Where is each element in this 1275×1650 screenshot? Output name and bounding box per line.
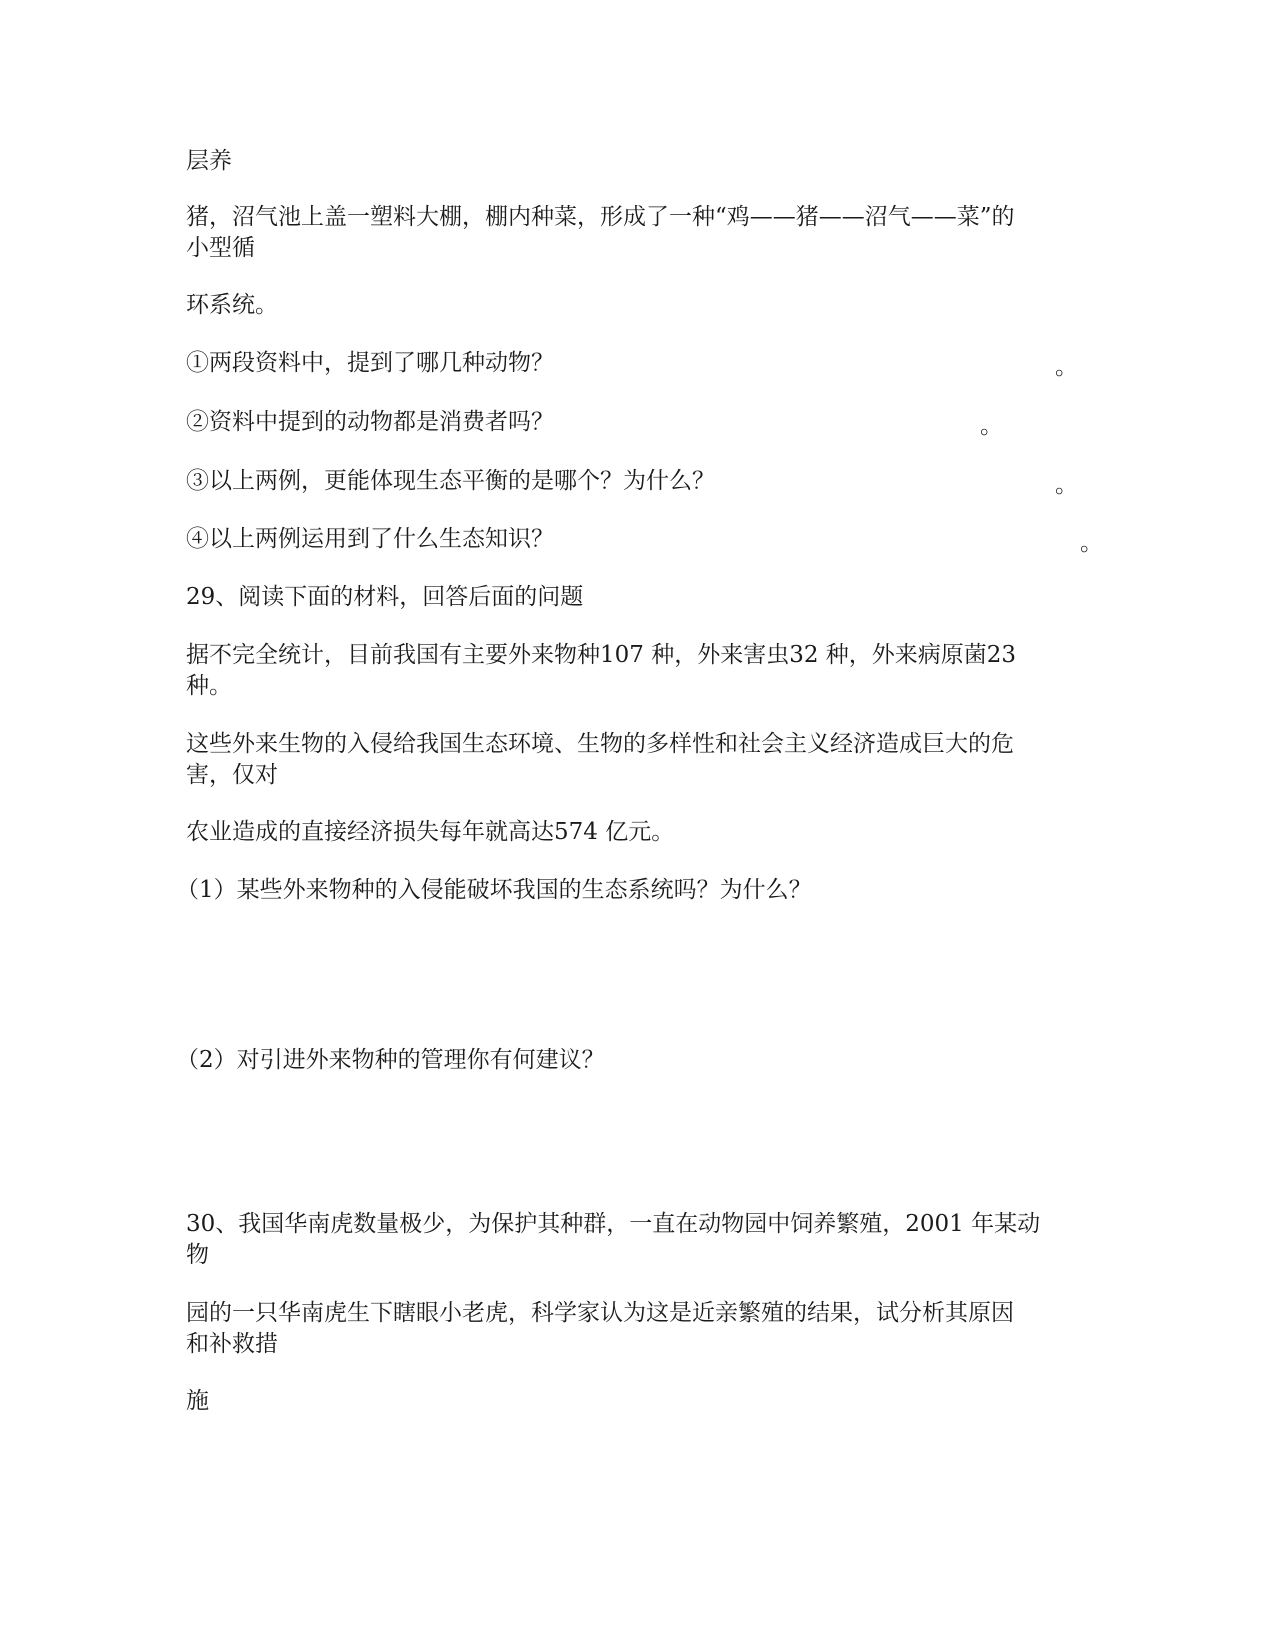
text-line: 层养 xyxy=(186,148,232,174)
text-line: 物 xyxy=(186,1242,209,1268)
text-line: 园的一只华南虎生下瞎眼小老虎，科学家认为这是近亲繁殖的结果，试分析其原因 xyxy=(186,1300,1014,1326)
answer-blank-end: 。 xyxy=(1055,472,1078,498)
text-line: 据不完全统计，目前我国有主要外来物种107 种，外来害虫32 种，外来病原菌23 xyxy=(186,642,1017,668)
question-29-heading: 29、阅读下面的材料，回答后面的问题 xyxy=(186,584,584,610)
text-line: 施 xyxy=(186,1388,209,1414)
sub-question-1: （1）某些外来物种的入侵能破坏我国的生态系统吗？为什么？ xyxy=(176,877,812,903)
text-line: 猪，沼气池上盖一塑料大棚，棚内种菜，形成了一种“鸡——猪——沼气——菜”的 xyxy=(186,204,1015,230)
sub-question-2: （2）对引进外来物种的管理你有何建议？ xyxy=(176,1047,605,1073)
answer-blank-end: 。 xyxy=(980,413,1003,439)
text-line: 农业造成的直接经济损失每年就高达574 亿元。 xyxy=(186,819,675,845)
text-line: 和补救措 xyxy=(186,1331,278,1357)
question-4: ④以上两例运用到了什么生态知识？ xyxy=(186,526,554,552)
question-1: ①两段资料中，提到了哪几种动物？ xyxy=(186,350,554,376)
text-line: 环系统。 xyxy=(186,292,278,318)
question-30-heading: 30、我国华南虎数量极少，为保护其种群，一直在动物园中饲养繁殖，2001 年某动 xyxy=(186,1211,1041,1237)
question-2: ②资料中提到的动物都是消费者吗？ xyxy=(186,409,554,435)
answer-blank-end: 。 xyxy=(1080,530,1103,556)
text-line: 这些外来生物的入侵给我国生态环境、生物的多样性和社会主义经济造成巨大的危 xyxy=(186,731,1014,757)
question-3: ③以上两例，更能体现生态平衡的是哪个？为什么？ xyxy=(186,468,715,494)
answer-blank-end: 。 xyxy=(1055,354,1078,380)
text-line: 种。 xyxy=(186,673,232,699)
text-line: 小型循 xyxy=(186,235,255,261)
text-line: 害，仅对 xyxy=(186,762,278,788)
